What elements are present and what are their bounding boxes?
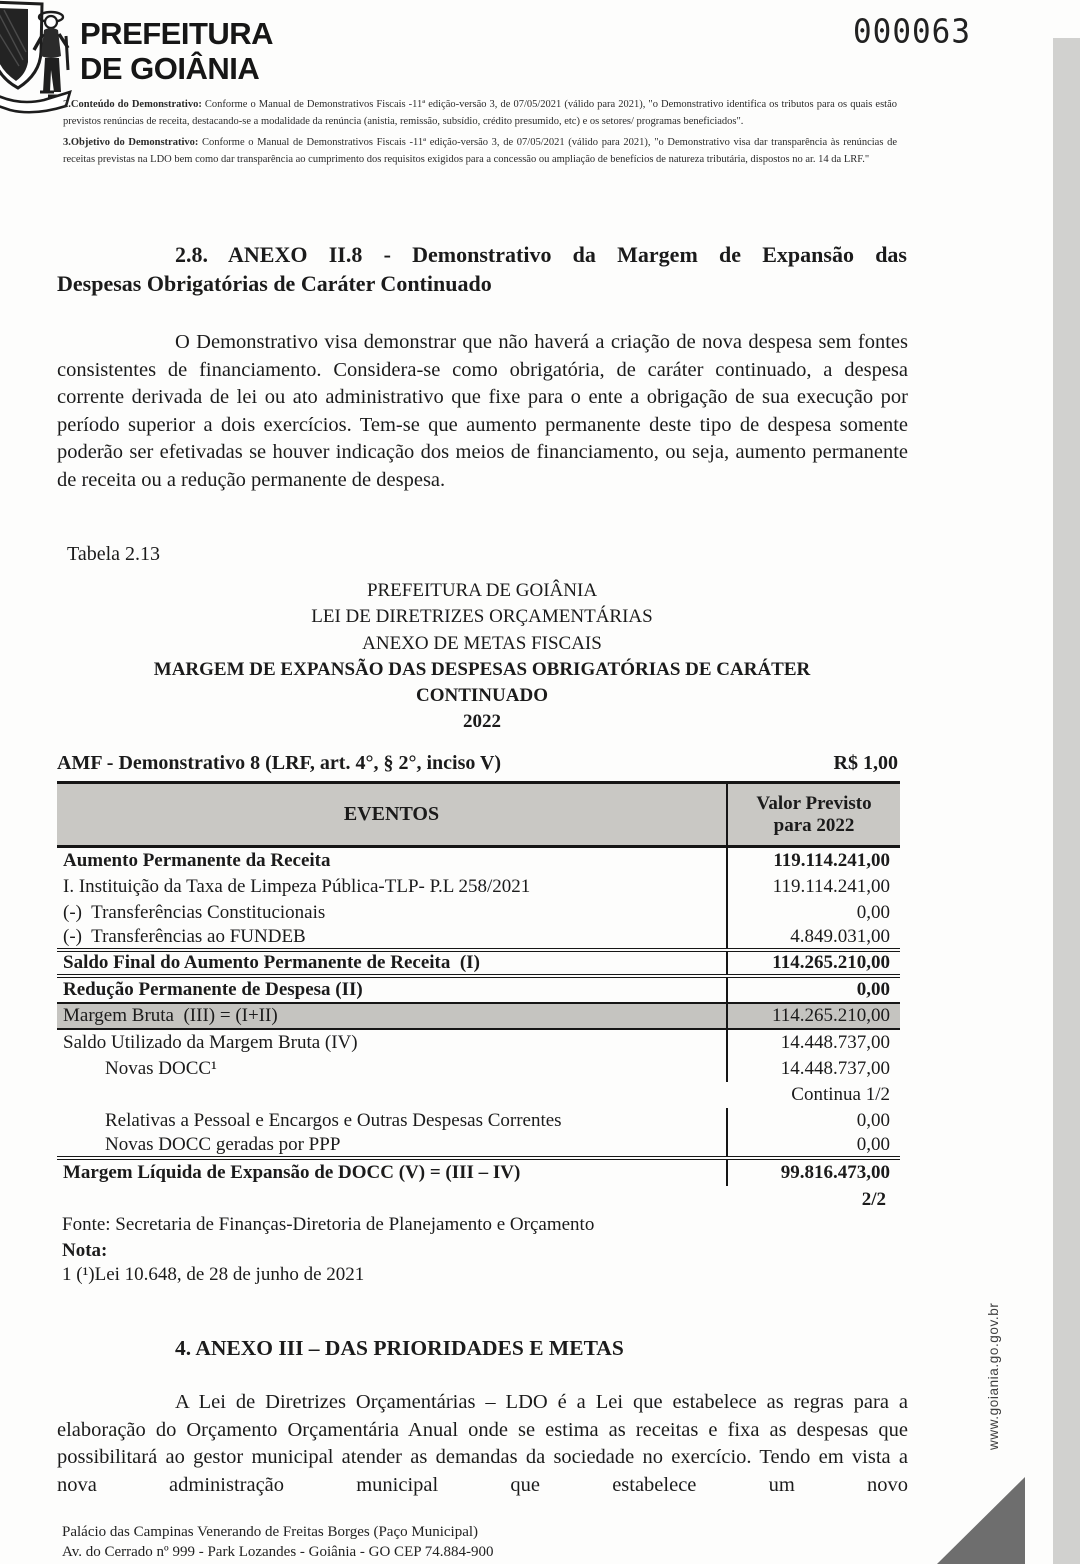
table-header-row	[57, 784, 900, 848]
note-objetivo-text: Conforme o Manual de Demonstrativos Fiscais -11ª edição-versão 3, de 07/05/2021 (válido para 2021), "o Demonstrativo visa dar transparência às renúncias de receitas previstas na LDO bem como dar transparência ao cumprimento dos requisitos exigidos para a concessão ou ampliação de benefícios de natureza tributária, dispostos no ar. 14 da LRF."	[63, 137, 898, 165]
brand-title	[80, 16, 273, 86]
event-cell: Relativas a Pessoal e Encargos e Outras Despesas Correntes	[105, 1110, 562, 1131]
value-cell: 114.265.210,00	[726, 952, 900, 974]
value-cell: 0,00	[726, 900, 900, 926]
table-row	[57, 978, 900, 1004]
amf-demonstrativo-table	[57, 781, 900, 1186]
table-row	[57, 1082, 900, 1108]
value-cell: 14.448.737,00	[726, 1030, 900, 1056]
brand-line1: PREFEITURA	[80, 16, 274, 51]
column-header-valor-previsto	[726, 784, 900, 845]
column-header-eventos: EVENTOS	[343, 803, 440, 825]
footer-address	[62, 1522, 494, 1562]
nota-item: 1 (¹)Lei 10.648, de 28 de junho de 2021	[62, 1264, 365, 1285]
table-caption-left: AMF - Demonstrativo 8 (LRF, art. 4°, § 2°, inciso V)	[57, 752, 502, 774]
value-cell: 0,00	[726, 1134, 900, 1156]
fonte-line: Fonte: Secretaria de Finanças-Diretoria de Planejamento e Orçamento	[62, 1214, 595, 1235]
title-continuado: CONTINUADO	[416, 685, 548, 707]
event-cell: Margem Líquida de Expansão de DOCC (V) = (III – IV)	[63, 1162, 521, 1183]
table-row	[57, 1134, 900, 1160]
table-row	[57, 1160, 900, 1186]
title-margem: MARGEM DE EXPANSÃO DAS DESPESAS OBRIGATÓRIAS DE CARÁTER	[153, 658, 811, 680]
table-row	[57, 1004, 900, 1030]
table-caption-currency: R$ 1,00	[833, 752, 898, 774]
nota-label: Nota:	[62, 1240, 108, 1261]
section-2-8-paragraph: O Demonstrativo visa demonstrar que não haverá a criação de nova despesa sem fontes consistentes de financiamento. Considera-se como obrigatória, de caráter continuado, a despesa corrente derivada de lei ou ato administrativo que fixe para o ente a obrigação de sua execução por período superior a dois exercícios. Tem-se que aumento permanente deste tipo de despesa somente poderão ser efetivadas se houver indicação dos meios de financiamento, ou seja, aumento permanente de receita ou a redução permanente de despesa.	[57, 331, 908, 491]
table-row	[57, 900, 900, 926]
event-cell: Aumento Permanente da Receita	[63, 850, 331, 871]
title-anexo: ANEXO DE METAS FISCAIS	[362, 632, 602, 654]
table-row	[57, 848, 900, 874]
title-ano: 2022	[463, 711, 501, 733]
tabela-label: Tabela 2.13	[67, 543, 161, 565]
table-row	[57, 952, 900, 978]
event-cell: Saldo Utilizado da Margem Bruta (IV)	[63, 1032, 358, 1053]
table-row	[57, 1108, 900, 1134]
table-body	[57, 848, 900, 1186]
event-cell: (-) Transferências ao FUNDEB	[63, 926, 306, 947]
event-cell: Saldo Final do Aumento Permanente de Receita (I)	[63, 952, 480, 973]
value-cell: 99.816.473,00	[726, 1160, 900, 1186]
valor-header-line1: Valor Previsto	[756, 792, 872, 814]
table-title-block	[57, 578, 907, 736]
value-cell: Continua 1/2	[791, 1084, 890, 1105]
value-cell: 119.114.241,00	[726, 874, 900, 900]
title-orgao: PREFEITURA DE GOIÂNIA	[366, 580, 598, 601]
section-2-8-heading-line1: 2.8. ANEXO II.8 - Demonstrativo da Margem de Expansão das	[175, 242, 907, 267]
note-conteudo	[63, 96, 897, 130]
value-cell: 14.448.737,00	[726, 1056, 900, 1082]
section-4-paragraph: A Lei de Diretrizes Orçamentárias – LDO é a Lei que estabelece as regras para a elaboração do Orçamento Orçamentária Anual onde se estima as receitas e fixa as despesas que possibilitará ao gestor municipal atender as demandas da sociedade no exercício. Tendo em vista a nova administração municipal que estabelece um novo	[57, 1391, 908, 1496]
footer-line2: Av. do Cerrado nº 999 - Park Lozandes - Goiânia - GO CEP 74.884-900	[62, 1544, 494, 1560]
table-row	[57, 1030, 900, 1056]
brand-line2: DE GOIÂNIA	[80, 51, 260, 86]
table-row	[57, 926, 900, 952]
table-caption	[57, 752, 900, 775]
page-number-stamp: 000063	[853, 13, 971, 51]
note-objetivo	[63, 134, 897, 168]
page-marker: 2/2	[861, 1189, 886, 1210]
value-cell: 114.265.210,00	[726, 1004, 900, 1028]
value-cell: 119.114.241,00	[726, 848, 900, 874]
event-cell: Redução Permanente de Despesa (II)	[63, 979, 363, 1000]
table-row	[57, 1056, 900, 1082]
event-cell: I. Instituição da Taxa de Limpeza Pública-TLP- P.L 258/2021	[63, 876, 531, 897]
title-ldo: LEI DE DIRETRIZES ORÇAMENTÁRIAS	[311, 606, 653, 628]
note-conteudo-text: Conforme o Manual de Demonstrativos Fiscais -11ª edição-versão 3, de 07/05/2021 (válido para 2021), "o Demonstrativo identifica os tributos para os quais estão previstos renúncias de receita, destacando-se a modalidade da renúncia (anistia, remissão, subsídio, crédito presumido, etc) e os setores/ programas beneficiados".	[63, 99, 897, 127]
table-row	[57, 874, 900, 900]
value-cell: 4.849.031,00	[726, 926, 900, 948]
corner-fold-triangle	[935, 1474, 1027, 1564]
section-4-heading: 4. ANEXO III – DAS PRIORIDADES E METAS	[175, 1336, 624, 1360]
value-cell: 0,00	[726, 1108, 900, 1134]
section-2-8-heading-line2: Despesas Obrigatórias de Caráter Continuado	[57, 271, 492, 296]
section-2-8-heading	[57, 240, 907, 298]
note-conteudo-label: 2.Conteúdo do Demonstrativo:	[63, 99, 202, 110]
event-cell: Novas DOCC¹	[105, 1058, 217, 1079]
event-cell: Novas DOCC geradas por PPP	[105, 1134, 341, 1155]
scan-edge-strip	[1053, 38, 1080, 1564]
sidebar-website-url: www.goiania.go.gov.br	[986, 1302, 1001, 1450]
event-cell: Margem Bruta (III) = (I+II)	[63, 1005, 278, 1026]
valor-header-line2: para 2022	[773, 814, 855, 836]
footer-line1: Palácio das Campinas Venerando de Freitas Borges (Paço Municipal)	[62, 1524, 479, 1540]
value-cell: 0,00	[726, 978, 900, 1002]
note-objetivo-label: 3.Objetivo do Demonstrativo:	[63, 137, 199, 148]
event-cell: (-) Transferências Constitucionais	[63, 902, 326, 923]
